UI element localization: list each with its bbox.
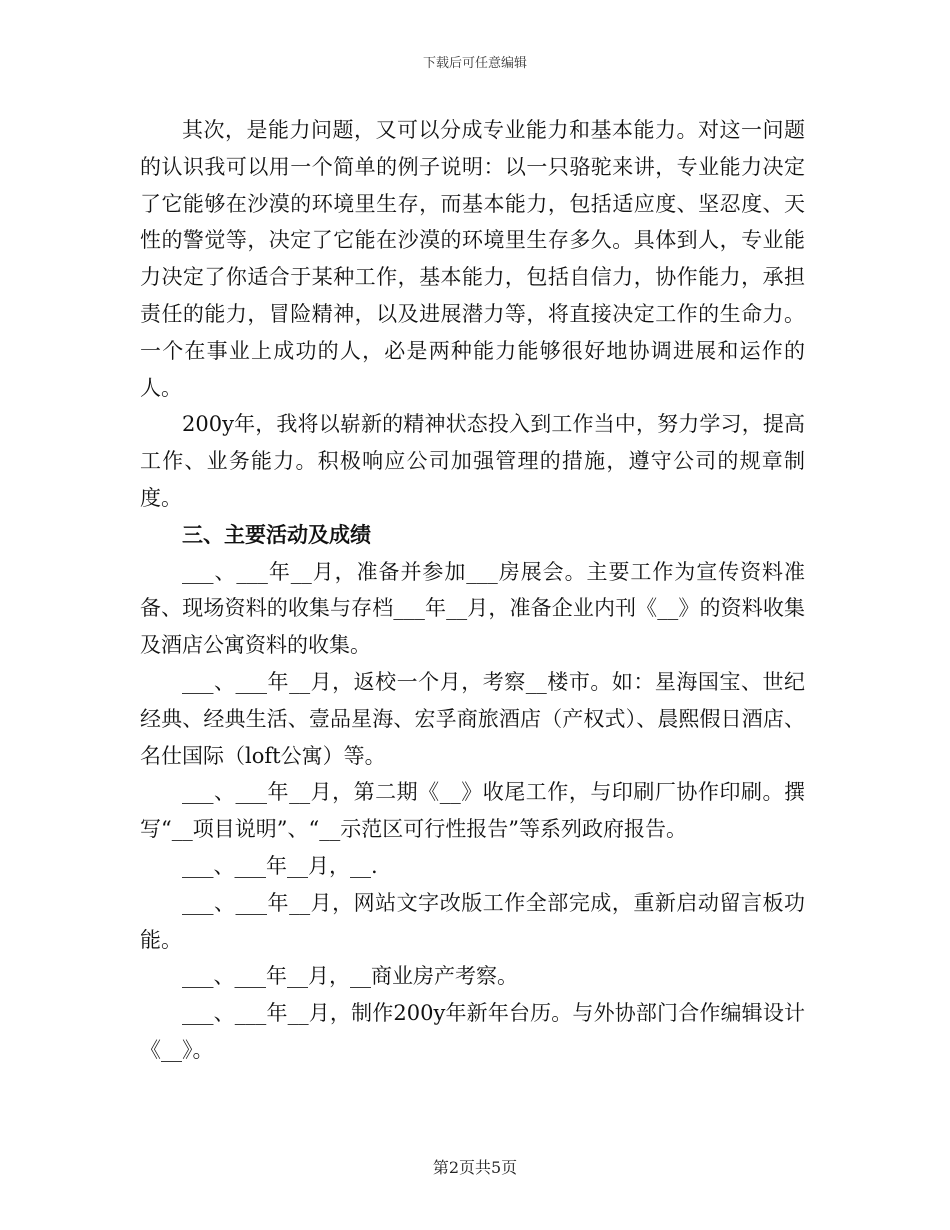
activity-item: ___、___年__月，返校一个月，考察__楼市。如：星海国宝、世纪经典、经典生活、壹品星海、宏孚商旅酒店（产权式）、晨熙假日酒店、名仕国际（loft公寓）等。 bbox=[140, 669, 805, 768]
activity-item: ___、___年__月，__. bbox=[182, 853, 378, 878]
activity-item: ___、___年__月，__商业房产考察。 bbox=[182, 964, 518, 989]
activity-item: ___、___年__月，网站文字改版工作全部完成，重新启动留言板功能。 bbox=[140, 890, 805, 952]
activity-item: ___、___年__月，第二期《__》收尾工作，与印刷厂协作印刷。撰写“__项目说明”、“__示范区可行性报告”等系列政府报告。 bbox=[140, 780, 805, 842]
section-heading-activities: 三、主要活动及成绩 bbox=[182, 522, 371, 547]
paragraph-ability: 其次，是能力问题，又可以分成专业能力和基本能力。对这一问题的认识我可以用一个简单的例子说明：以一只骆驼来讲，专业能力决定了它能够在沙漠的环境里生存，而基本能力，包括适应度、坚忍度、天性的警觉等，决定了它能在沙漠的环境里生存多久。具体到人，专业能力决定了你适合于某种工作，基本能力，包括自信力，协作能力，承担责任的能力，冒险精神，以及进展潜力等，将直接决定工作的生命力。一个在事业上成功的人，必是两种能力能够很好地协调进展和运作的人。 bbox=[140, 118, 805, 400]
page-header: 下载后可任意编辑 bbox=[422, 56, 527, 71]
document-body bbox=[140, 112, 805, 1069]
activity-item: ___、___年__月，制作200y年新年台历。与外协部门合作编辑设计《__》。 bbox=[140, 1001, 805, 1062]
paragraph-plan: 200y年，我将以崭新的精神状态投入到工作当中，努力学习，提高工作、业务能力。积极响应公司加强管理的措施，遵守公司的规章制度。 bbox=[140, 412, 805, 510]
page-number-footer: 第2页共5页 bbox=[432, 1158, 518, 1177]
activity-item: ___、___年__月，准备并参加___房展会。主要工作为宣传资料准备、现场资料的收集与存档___年__月，准备企业内刊《__》的资料收集及酒店公寓资料的收集。 bbox=[140, 559, 805, 658]
